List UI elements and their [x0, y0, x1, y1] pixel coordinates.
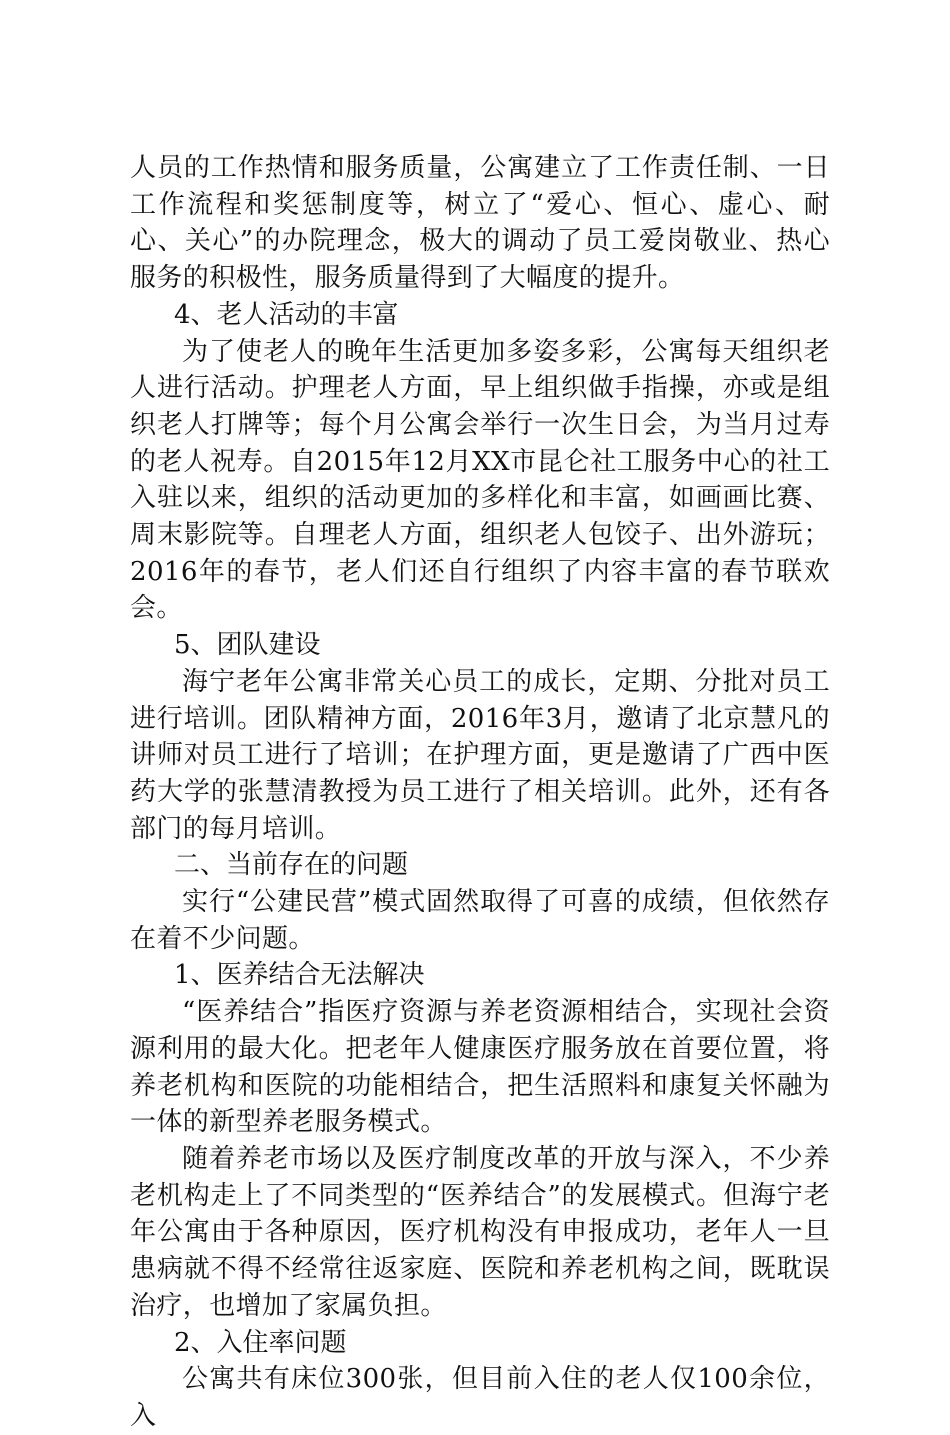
paragraph-team-building: 海宁老年公寓非常关心员工的成长，定期、分批对员工进行培训。团队精神方面，2016年3月，邀请了北京慧凡的讲师对员工进行了培训；在护理方面，更是邀请了广西中医药大学的张慧清教授为员工进行了相关培训。此外，还有各部门的每月培训。 [130, 666, 830, 844]
paragraph-medical-care-definition: “医养结合”指医疗资源与养老资源相结合，实现社会资源利用的最大化。把老年人健康医疗服务放在首要位置，将养老机构和医院的功能相结合，把生活照料和康复关怀融为一体的新型养老服务模式。 [130, 997, 830, 1138]
section-heading-team-building: 5、团队建设 [174, 630, 321, 661]
section-heading-activities: 4、老人活动的丰富 [174, 299, 399, 330]
section-heading-current-problems: 二、当前存在的问题 [174, 850, 409, 881]
document-body [130, 150, 830, 1435]
paragraph-problems-intro: 实行“公建民营”模式固然取得了可喜的成绩，但依然存在着不少问题。 [130, 887, 830, 954]
section-heading-medical-care: 1、医养结合无法解决 [174, 960, 425, 991]
paragraph-medical-care-issue: 随着养老市场以及医疗制度改革的开放与深入，不少养老机构走上了不同类型的“医养结合”的发展模式。但海宁老年公寓由于各种原因，医疗机构没有申报成功，老年人一旦患病就不得不经常往返家庭、医院和养老机构之间，既耽误治疗，也增加了家属负担。 [130, 1143, 830, 1321]
paragraph-occupancy: 公寓共有床位300张，但目前入住的老人仅100余位，入 [130, 1364, 830, 1431]
paragraph-activities: 为了使老人的晚年生活更加多姿多彩，公寓每天组织老人进行活动。护理老人方面，早上组织做手指操，亦或是组织老人打牌等；每个月公寓会举行一次生日会，为当月过寿的老人祝寿。自2015年12月XX市昆仑社工服务中心的社工入驻以来，组织的活动更加的多样化和丰富，如画画比赛、周末影院等。自理老人方面，组织老人包饺子、出外游玩；2016年的春节，老人们还自行组织了内容丰富的春节联欢会。 [130, 336, 830, 624]
paragraph-service-quality: 人员的工作热情和服务质量，公寓建立了工作责任制、一日工作流程和奖惩制度等，树立了“爱心、恒心、虚心、耐心、关心”的办院理念，极大的调动了员工爱岗敬业、热心服务的积极性，服务质量得到了大幅度的提升。 [130, 153, 830, 294]
section-heading-occupancy: 2、入住率问题 [174, 1327, 347, 1358]
